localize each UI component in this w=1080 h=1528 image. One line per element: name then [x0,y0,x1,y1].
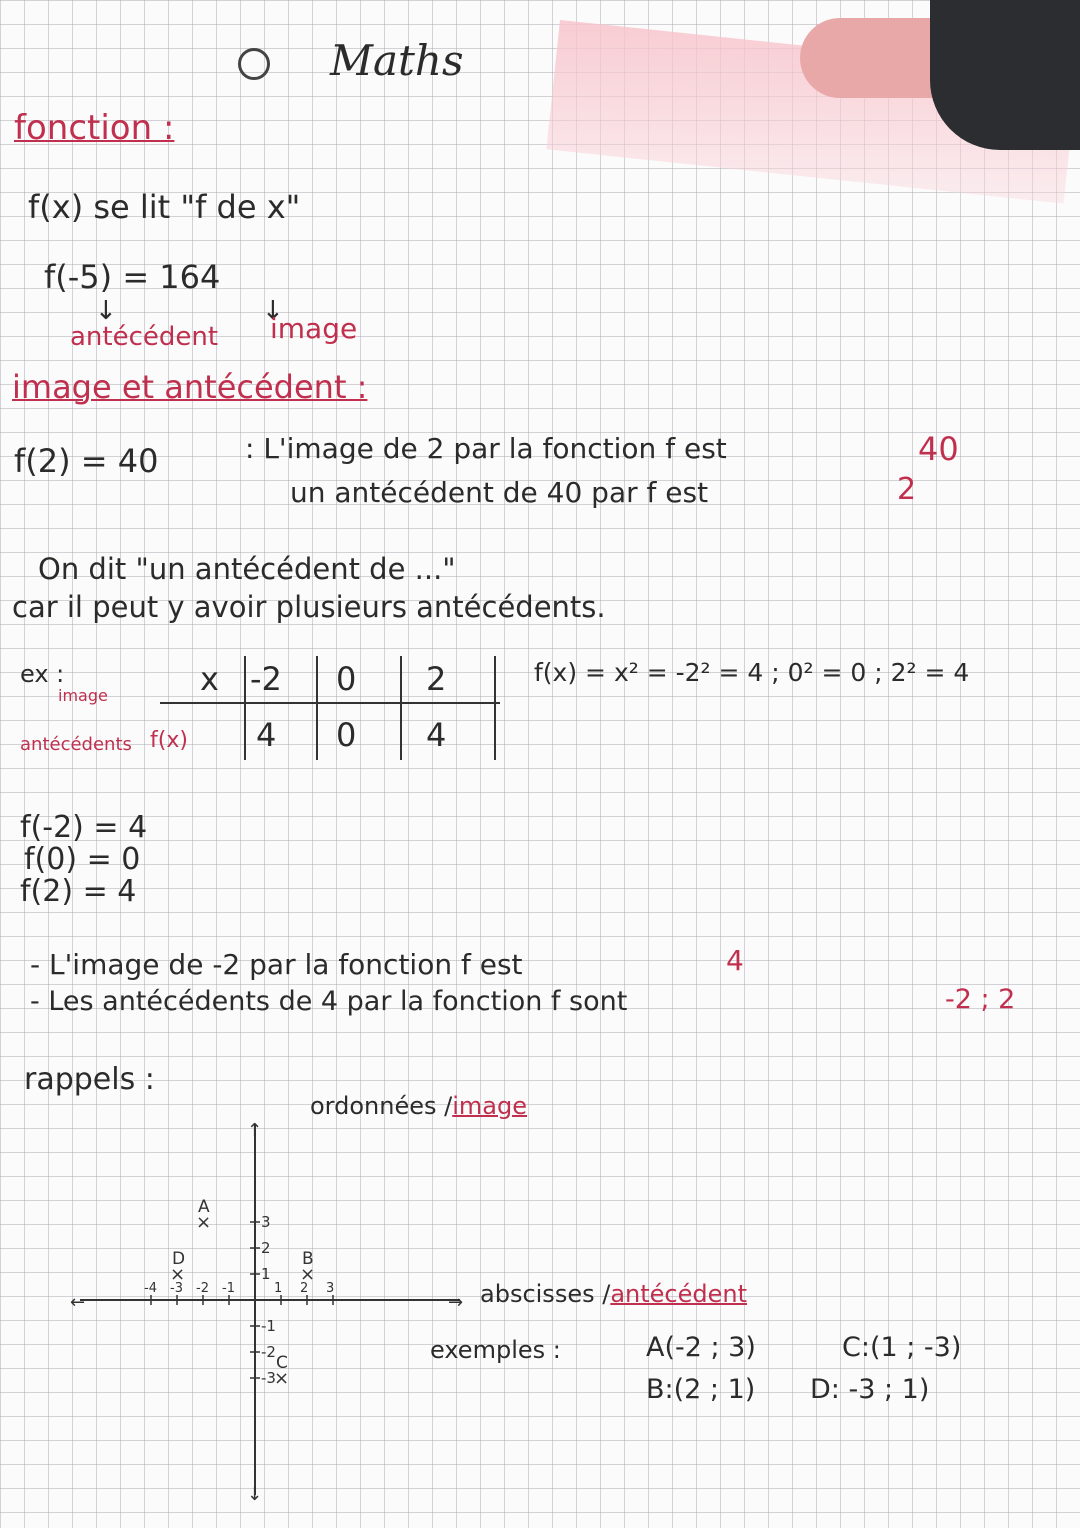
x-tick-label: -3 [170,1281,183,1296]
arrow-left-icon: ← [70,1292,86,1313]
point-marker: × [274,1368,290,1389]
marker-body [930,0,1080,150]
note-label: antécédent [70,322,219,352]
table-cell: x [200,660,219,698]
formula: f(x) = x² = -2² = 4 ; 0² = 0 ; 2² = 4 [534,658,970,687]
table-cell: 2 [426,660,447,698]
rappels-heading: rappels : [24,1062,155,1097]
note-line: f(x) se lit "f de x" [28,188,301,226]
x-tick-label: -4 [144,1281,157,1296]
sentence-line: - L'image de -2 par la fonction f est [30,948,523,981]
note-value: 40 [918,430,959,468]
subheading: image et antécédent : [12,368,368,406]
x-tick-label: 3 [326,1281,335,1296]
example-label: ex : [20,660,65,688]
image-label: image [58,686,108,705]
value-line: f(-2) = 4 [20,810,148,845]
y-tick-label: 1 [261,1265,271,1283]
ordonnees-label: ordonnées /image [310,1092,527,1120]
sentence-value: 4 [726,944,744,977]
arrow-down-icon: ↓ [262,296,284,326]
example-point: A(-2 ; 3) [646,1332,756,1363]
table-rule [244,656,246,760]
x-tick-label: 2 [300,1281,309,1296]
note-line: : L'image de 2 par la fonction f est [245,432,727,465]
table-cell: 4 [256,716,277,754]
note-line: f(-5) = 164 [44,258,221,296]
note-line: un antécédent de 40 par f est [290,476,709,509]
y-tick-label: -1 [261,1317,276,1335]
y-tick-label: -2 [261,1343,276,1361]
table-rule [400,656,402,760]
x-tick-label: -1 [222,1281,235,1296]
arrow-right-icon: → [448,1292,464,1313]
abscisses-label: abscisses /antécédent [480,1280,747,1308]
note-line: On dit "un antécédent de ..." [38,552,456,586]
coordinate-graph [40,1110,480,1510]
table-rule [494,656,496,760]
arrow-down-icon: ↓ [247,1484,263,1505]
table-rule [316,656,318,760]
note-label: image [270,312,358,345]
point-marker: × [300,1264,316,1285]
sentence-value: -2 ; 2 [945,984,1016,1015]
point-label: B [302,1249,314,1269]
section-heading: fonction : [14,108,175,148]
table-cell: f(x) [150,728,188,753]
point-marker: × [196,1212,212,1233]
binder-hole [238,48,270,80]
antecedents-label: antécédents [20,734,132,755]
page-title: Maths [330,36,464,85]
marker-tip [800,18,950,98]
sentence-line: - Les antécédents de 4 par la fonction f sont [30,986,628,1017]
table-cell: 0 [336,716,357,754]
example-point: D: -3 ; 1) [810,1374,930,1405]
examples-label: exemples : [430,1336,561,1364]
table-cell: 4 [426,716,447,754]
point-label: C [276,1353,288,1373]
note-value: 2 [897,472,917,507]
table-rule [160,702,500,704]
example-point: B:(2 ; 1) [646,1374,756,1405]
arrow-up-icon: ↑ [247,1120,263,1141]
y-tick-label: 3 [261,1213,271,1231]
table-cell: -2 [250,660,282,698]
y-tick-label: -3 [261,1369,276,1387]
value-line: f(0) = 0 [24,842,141,877]
example-point: C:(1 ; -3) [842,1332,962,1363]
note-line: car il peut y avoir plusieurs antécédents. [12,590,606,624]
point-marker: × [170,1264,186,1285]
note-line: f(2) = 40 [14,442,159,480]
table-cell: 0 [336,660,357,698]
x-tick-label: -2 [196,1281,209,1296]
value-line: f(2) = 4 [20,874,137,909]
point-label: D [172,1249,186,1269]
y-tick-label: 2 [261,1239,271,1257]
point-label: A [198,1197,210,1217]
x-tick-label: 1 [274,1281,283,1296]
arrow-down-icon: ↓ [95,296,117,326]
